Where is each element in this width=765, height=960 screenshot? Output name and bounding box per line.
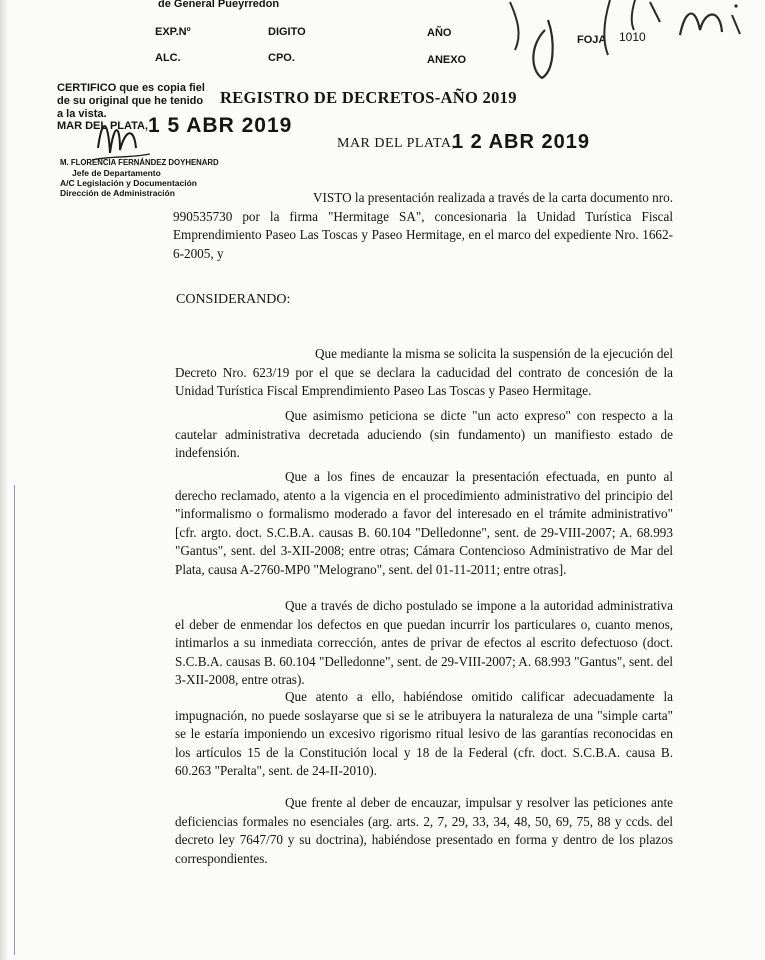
- signer-department: A/C Legislación y Documentación: [60, 178, 197, 188]
- document-title: REGISTRO DE DECRETOS-AÑO 2019: [220, 88, 517, 107]
- signer-role: Jefe de Departamento: [72, 168, 161, 178]
- signer-name: M. FLORENCIA FERNÁNDEZ DOYHENARD: [60, 158, 219, 167]
- signer-direction: Dirección de Administración: [60, 188, 175, 198]
- anexo-label: ANEXO: [427, 54, 467, 66]
- foja-label: FOJA: [577, 34, 607, 46]
- alc-label: ALC.: [155, 52, 181, 64]
- certification-line-3: a la vista.: [57, 108, 107, 120]
- considerando-heading: CONSIDERANDO:: [176, 292, 291, 307]
- certification-place: MAR DEL PLATA,: [57, 120, 149, 132]
- foja-number: 1010: [619, 30, 646, 44]
- document-place: MAR DEL PLATA,: [337, 136, 456, 151]
- anio-label: AÑO: [427, 27, 452, 39]
- scan-fold-line: [14, 485, 15, 955]
- certification-line-2: de su original que he tenido: [57, 95, 204, 107]
- cpo-label: CPO.: [268, 52, 295, 64]
- certification-line-1: CERTIFICO que es copia fiel: [57, 82, 205, 94]
- scan-edge-shadow: [0, 0, 8, 960]
- exp-label: EXP.Nº: [155, 26, 191, 38]
- municipality-label: de General Pueyrredon: [158, 0, 280, 10]
- considerando-paragraph-6: Que frente al deber de encauzar, impulsar y resolver las peticiones ante deficiencias formales no esenciales (arg. arts. 2, 7, 29, 33, 34, 48, 50, 69, 75, 88 y ccds. del decreto ley 7647/70 y su doctrina), habiéndose presentado en forma y dentro de los plazos correspondientes.: [175, 795, 673, 866]
- digito-label: DIGITO: [268, 26, 306, 38]
- considerando-paragraph-2: Que asimismo peticiona se dicte "un acto expreso" con respecto a la cautelar administrativa decretada aduciendo (sin fundamento) un manifiesto estado de indefensión.: [175, 408, 673, 460]
- considerando-paragraph-1: Que mediante la misma se solicita la suspensión de la ejecución del Decreto Nro. 623/19 por el que se declara la caducidad del contrato de concesión de la Unidad Turística Fiscal Emprendimiento Paseo Las Toscas y Paseo Hermitage.: [175, 346, 673, 398]
- considerando-paragraph-4: Que a través de dicho postulado se impone a la autoridad administrativa el deber de enmendar los defectos en que puedan incurrir los particulares o, cuanto menos, intimarlos a su inmediata corrección, antes de privar de efectos al escrito defectuoso (doct. S.C.B.A. causas B. 60.104 "Delledonne", sent. de 29-VIII-2007; A. 68.993 "Gantus", sent. del 3-XII-2008, entre otras).: [175, 598, 673, 687]
- considerando-paragraph-3: Que a los fines de encauzar la presentación efectuada, en punto al derecho reclamado, atento a la vigencia en el procedimiento administrativo del principio del "informalismo o formalismo moderado a favor del interesado en el trámite administrativo" [cfr. argto. doct. S.C.B.A. causas B. 60.104 "Delledonne", sent. de 29-VIII-2007; A. 68.993 "Gantus", sent. del 3-XII-2008; entre otras; Cámara Contencioso Administrativo de Mar del Plata, causa A-2760-MP0 "Melograno", sent. del 01-11-2011; entre otras].: [175, 469, 673, 577]
- visto-paragraph: VISTO la presentación realizada a través de la carta documento nro. 990535730 por la firma "Hermitage SA", concesionaria la Unidad Turística Fiscal Emprendimiento Paseo Las Toscas y Paseo Hermitage, en el marco del expediente Nro. 1662-6-2005, y: [173, 190, 673, 261]
- handwritten-signature-marks: [500, 0, 765, 90]
- certification-date: 1 5 ABR 2019: [148, 114, 293, 137]
- document-date: 1 2 ABR 2019: [452, 131, 590, 153]
- considerando-paragraph-5: Que atento a ello, habiéndose omitido calificar adecuadamente la impugnación, no puede soslayarse que si se le atribuyera la naturaleza de una "simple carta" se le estaría imponiendo un excesivo rigorismo ritual lesivo de las garantías reconocidas en los artículos 15 de la Constitución local y 18 de la Federal (cfr. doct. S.C.B.A. causa B. 60.263 "Peralta", sent. de 24-II-2010).: [175, 689, 673, 778]
